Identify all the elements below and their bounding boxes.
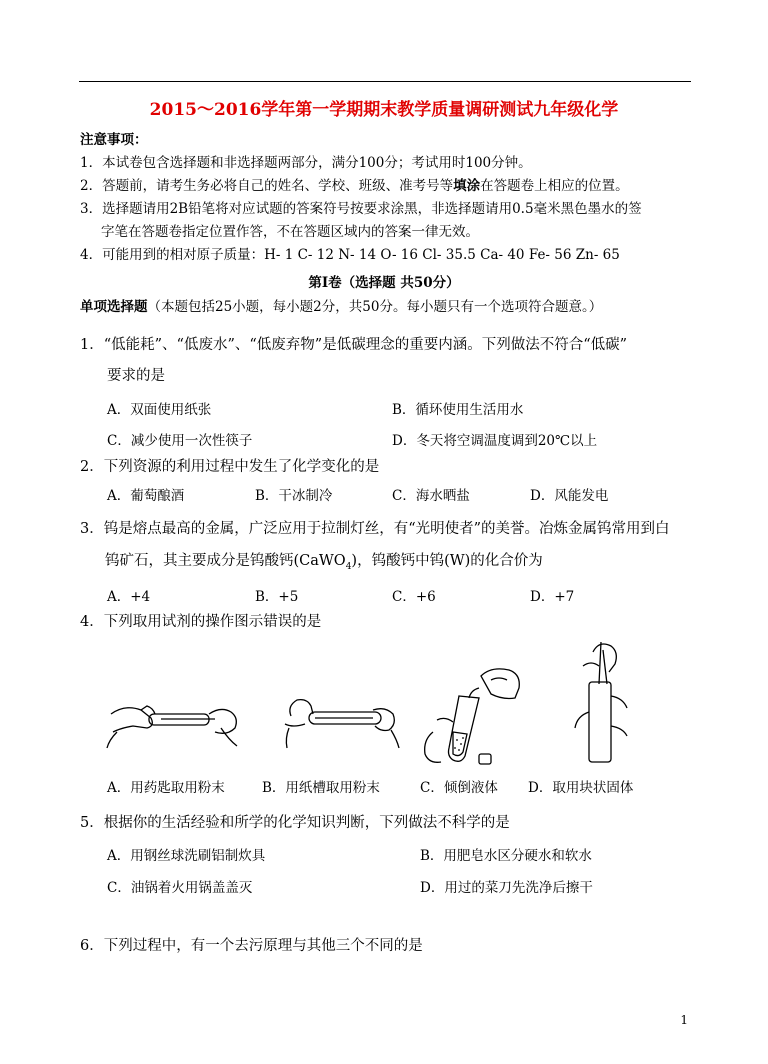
notice-item-2: 2．答题前，请考生务必将自己的姓名、学校、班级、准考号等填涂在答题卷上相应的位置。 bbox=[80, 178, 629, 194]
figure-pour-liquid bbox=[419, 636, 529, 771]
q3-option-b: B．+5 bbox=[255, 589, 299, 605]
section-title: 第Ⅰ卷（选择题 共50分） bbox=[308, 275, 460, 291]
q2-option-c: C．海水晒盐 bbox=[392, 488, 470, 504]
header-rule bbox=[79, 81, 691, 82]
q1-option-a: A．双面使用纸张 bbox=[107, 402, 212, 418]
q5-stem: 5．根据你的生活经验和所学的化学知识判断，下列做法不科学的是 bbox=[80, 815, 510, 831]
section-intro: 单项选择题（本题包括25小题，每小题2分，共50分。每小题只有一个选项符合题意。） bbox=[80, 299, 603, 315]
q5-option-d: D．用过的菜刀先洗净后擦干 bbox=[420, 880, 593, 896]
figure-block-solid bbox=[565, 636, 643, 771]
q4-option-a: A．用药匙取用粉末 bbox=[107, 780, 225, 796]
notice-item-3: 3．选择题请用2B铅笔将对应试题的答案符号按要求涂黑，非选择题请用0.5毫米黑色墨水的签 bbox=[80, 201, 642, 217]
q5-option-c: C．油锅着火用锅盖盖灭 bbox=[107, 880, 253, 896]
q4-option-b: B．用纸槽取用粉末 bbox=[262, 780, 380, 796]
q1-stem-cont: 要求的是 bbox=[107, 368, 165, 384]
q1-stem: 1．“低能耗”、“低废水”、“低废弃物”是低碳理念的重要内涵。下列做法不符合“低碳” bbox=[80, 337, 628, 353]
notice-emphasis: 填涂 bbox=[453, 178, 481, 194]
q1-option-d: D．冬天将空调温度调到20℃以上 bbox=[392, 433, 598, 449]
q1-option-c: C．减少使用一次性筷子 bbox=[107, 433, 253, 449]
q4-stem: 4．下列取用试剂的操作图示错误的是 bbox=[80, 614, 322, 630]
q5-option-a: A．用钢丝球洗刷铝制炊具 bbox=[107, 848, 266, 864]
page-number: 1 bbox=[680, 1013, 688, 1027]
q3-stem-cont: 钨矿石，其主要成分是钨酸钙(CaWO$_4$)，钨酸钙中钨(W)的化合价为 bbox=[105, 553, 543, 572]
q4-option-c: C．倾倒液体 bbox=[420, 780, 498, 796]
q2-stem: 2．下列资源的利用过程中发生了化学变化的是 bbox=[80, 459, 380, 475]
q2-option-b: B．干冰制冷 bbox=[255, 488, 333, 504]
q4-figures bbox=[103, 636, 643, 771]
q4-option-d: D．取用块状固体 bbox=[528, 780, 634, 796]
q2-option-d: D．风能发电 bbox=[530, 488, 609, 504]
notice-item-1: 1．本试卷包含选择题和非选择题两部分，满分100分；考试用时100分钟。 bbox=[80, 155, 532, 171]
q3-option-d: D．+7 bbox=[530, 589, 575, 605]
notice-heading: 注意事项： bbox=[80, 132, 148, 148]
page-title: 2015～2016学年第一学期期末教学质量调研测试九年级化学 bbox=[149, 100, 619, 120]
q6-stem: 6．下列过程中，有一个去污原理与其他三个不同的是 bbox=[80, 938, 423, 954]
q3-option-c: C．+6 bbox=[392, 589, 436, 605]
notice-item-3-cont: 字笔在答题卷指定位置作答，不在答题区域内的答案一律无效。 bbox=[101, 224, 479, 240]
q1-option-b: B．循环使用生活用水 bbox=[392, 402, 524, 418]
q5-option-b: B．用肥皂水区分硬水和软水 bbox=[420, 848, 592, 864]
q3-option-a: A．+4 bbox=[107, 589, 151, 605]
q2-option-a: A．葡萄酿酒 bbox=[107, 488, 185, 504]
notice-item-4: 4．可能用到的相对原子质量：H- 1 C- 12 N- 14 O- 16 Cl- 35.5 Ca- 40 Fe- 56 Zn- 65 bbox=[80, 247, 620, 263]
figure-paper-trough bbox=[281, 636, 401, 771]
q3-stem: 3．钨是熔点最高的金属，广泛应用于拉制灯丝，有“光明使者”的美誉。冶炼金属钨常用到白 bbox=[80, 521, 670, 537]
figure-spoon-powder bbox=[103, 636, 243, 771]
